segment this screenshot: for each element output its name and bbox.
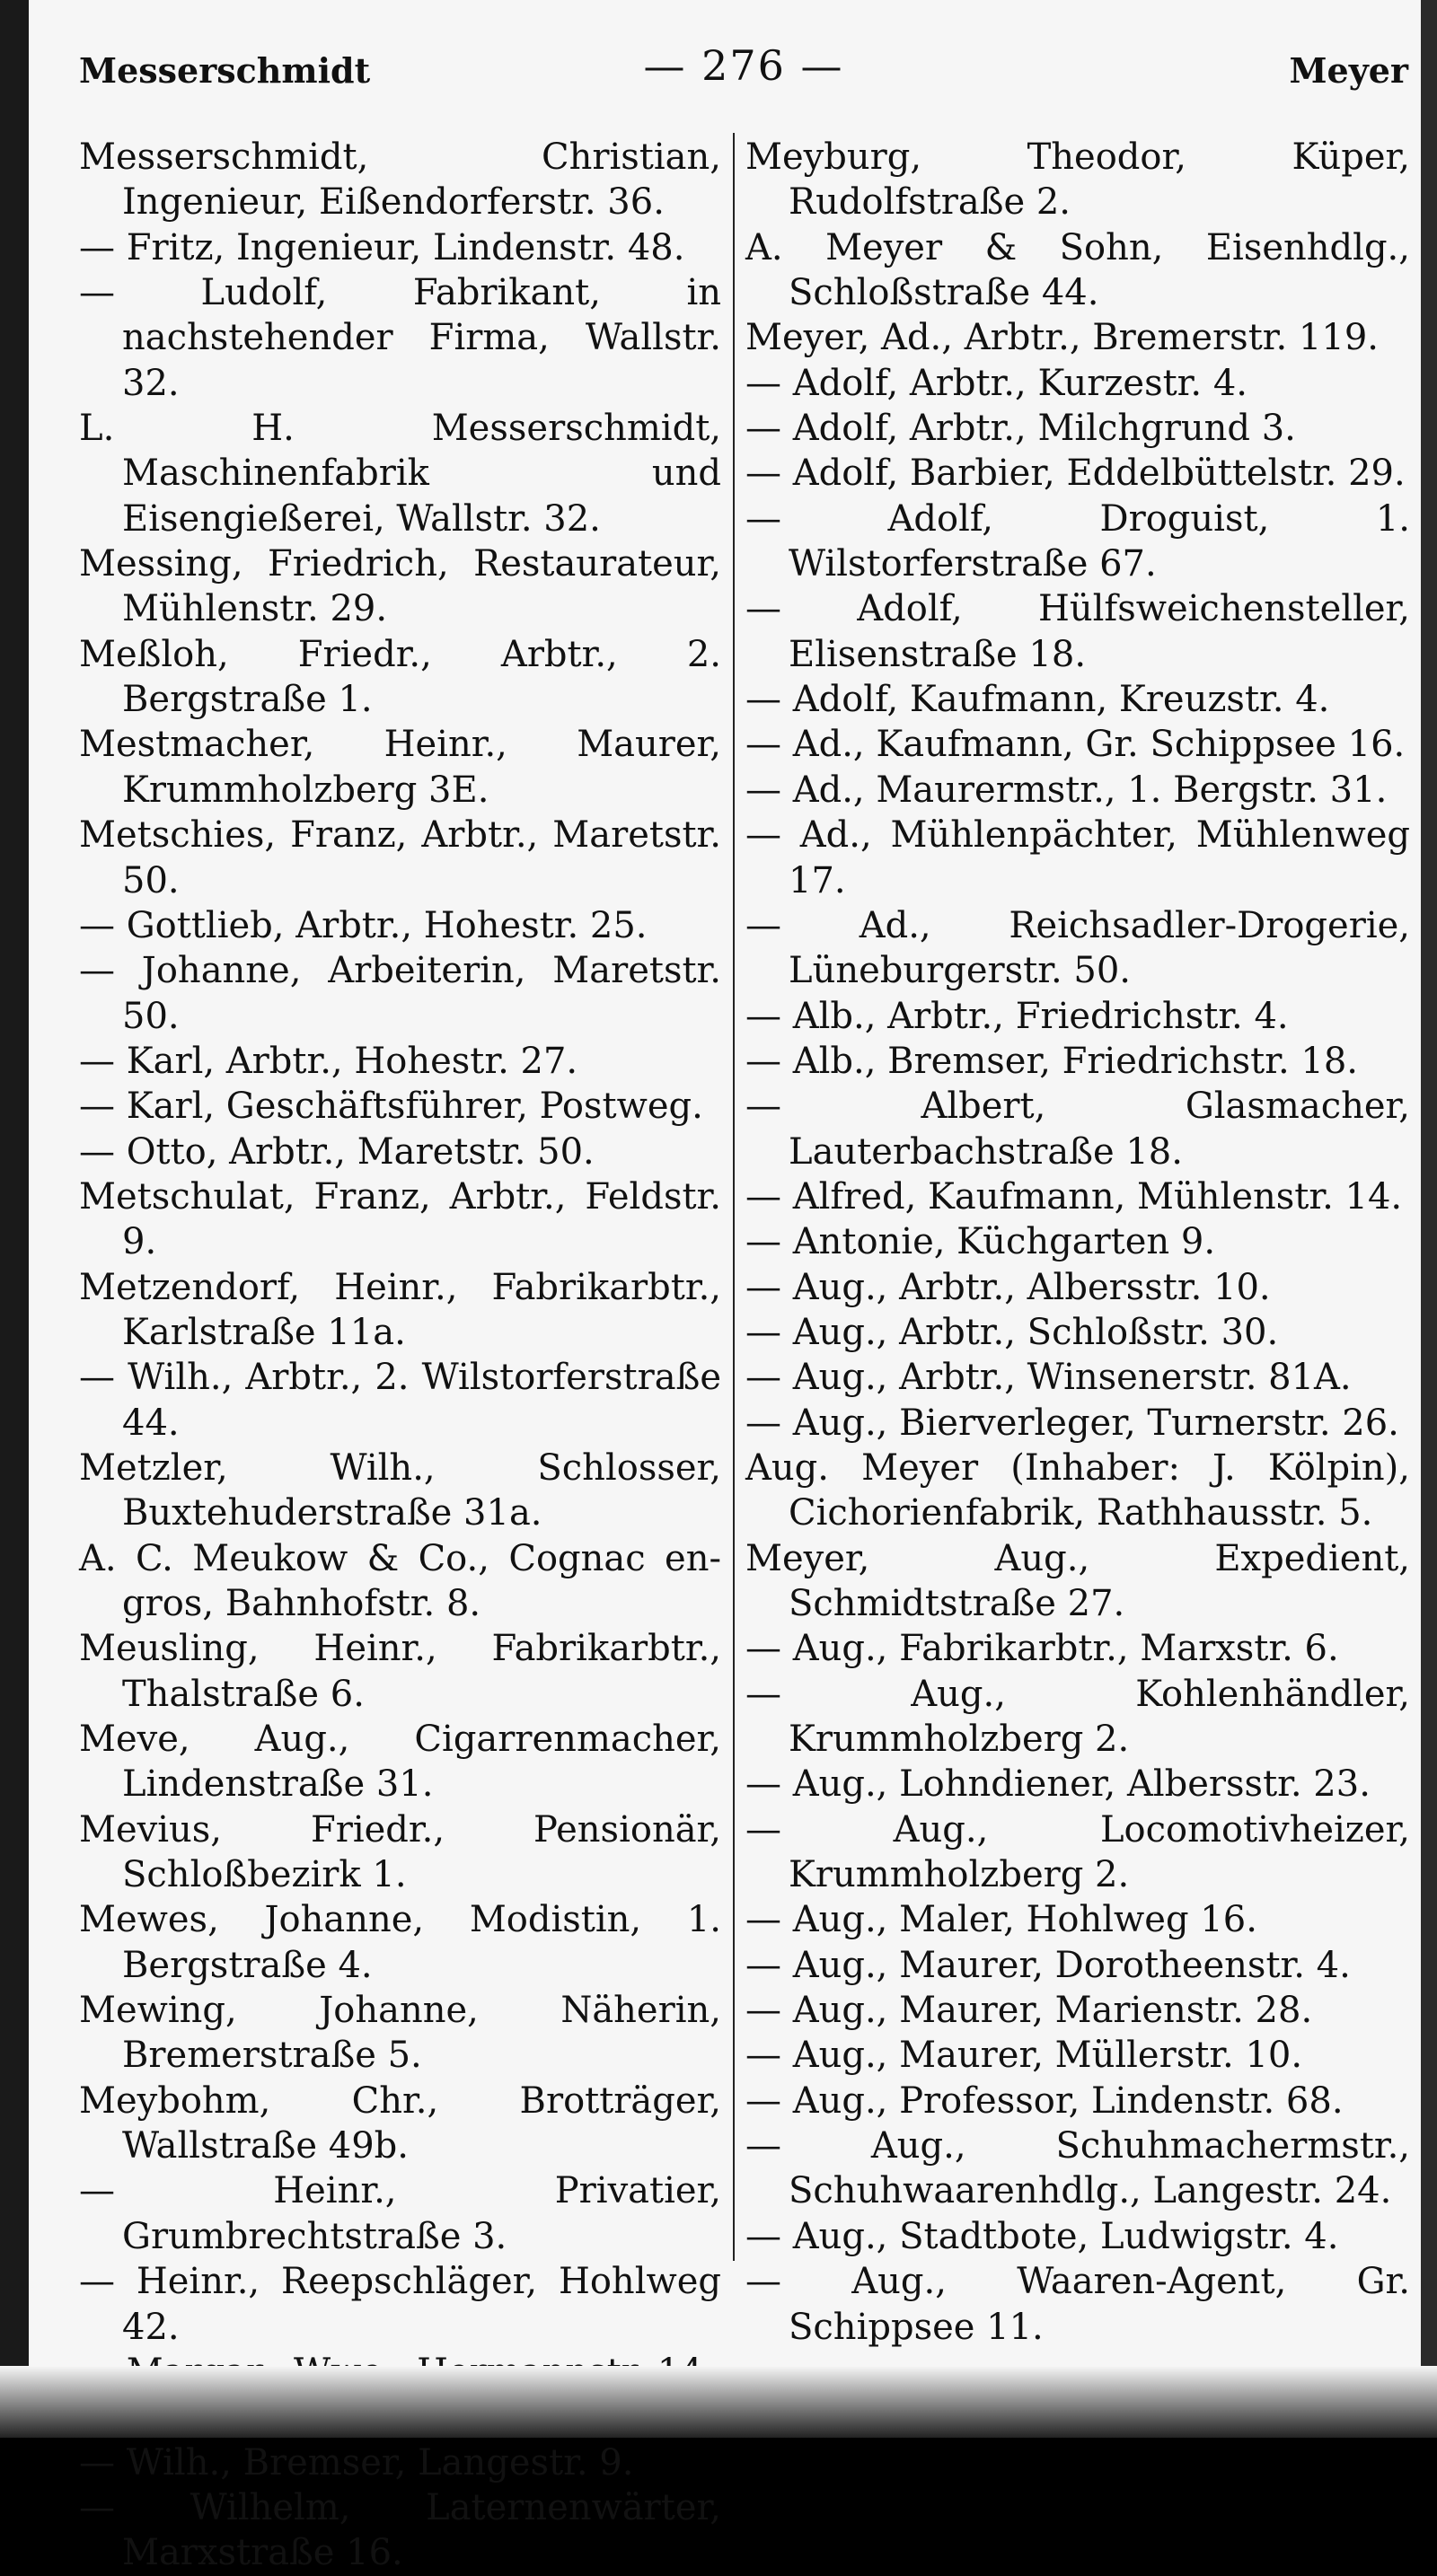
right-column	[745, 135, 1410, 2348]
page-edge-right	[1421, 0, 1437, 2438]
directory-entry: — Gottlieb, Arbtr., Hohestr. 25.	[79, 904, 648, 946]
directory-entry: Mestmacher, Heinr., Maurer, Krummholzberg 3E.	[79, 724, 721, 811]
directory-entry: — Johanne, Arbeiterin, Maretstr. 50.	[79, 950, 721, 1037]
directory-entry: — Alfred, Kaufmann, Mühlenstr. 14.	[745, 1175, 1403, 1218]
directory-entry: — Aug., Maler, Hohlweg 16.	[745, 1899, 1257, 1941]
directory-entry: Mewing, Johanne, Näherin, Bremerstraße 5.	[79, 1990, 721, 2077]
directory-entry: — Adolf, Barbier, Eddelbüttelstr. 29.	[745, 453, 1406, 495]
directory-entry: — Aug., Maurer, Dorotheenstr. 4.	[745, 1944, 1351, 1986]
directory-entry: Mevius, Friedr., Pensionär, Schloßbezirk 1.	[79, 1808, 721, 1896]
running-header	[79, 36, 1408, 108]
directory-entry: — Heinr., Privatier, Grumbrechtstraße 3.	[79, 2170, 721, 2257]
directory-entry: — Karl, Arbtr., Hohestr. 27.	[79, 1040, 578, 1082]
directory-entry: Meyburg, Theodor, Küper, Rudolfstraße 2.	[745, 136, 1410, 224]
page-edge-left	[0, 0, 29, 2438]
directory-entry: — Aug., Arbtr., Schloßstr. 30.	[745, 1311, 1279, 1353]
directory-entry: Meybohm, Chr., Brotträger, Wallstraße 49b.	[79, 2079, 721, 2167]
directory-entry: — Aug., Professor, Lindenstr. 68.	[745, 2079, 1344, 2122]
header-left-catchword: Messerschmidt	[79, 50, 371, 91]
directory-entry: — Aug., Stadtbote, Ludwigstr. 4.	[745, 2215, 1339, 2257]
page-number: — 276 —	[643, 41, 844, 90]
directory-entry: Metschulat, Franz, Arbtr., Feldstr. 9.	[79, 1175, 721, 1263]
directory-entry: — Aug., Maurer, Marienstr. 28.	[745, 1990, 1313, 2032]
directory-entry: — Wilh., Bremser, Langestr. 9.	[79, 2441, 634, 2484]
directory-entry: — Wilhelm, Laternenwärter, Marxstraße 16.	[79, 2486, 721, 2574]
directory-entry: Metzendorf, Heinr., Fabrikarbtr., Karlstraße 11a.	[79, 1266, 721, 1353]
directory-entry: — Ad., Kaufmann, Gr. Schippsee 16.	[745, 724, 1406, 766]
directory-entry: — Ad., Maurermstr., 1. Bergstr. 31.	[745, 769, 1388, 811]
directory-entry: Metschies, Franz, Arbtr., Maretstr. 50.	[79, 814, 721, 901]
directory-entry: — Fritz, Ingenieur, Lindenstr. 48.	[79, 226, 685, 268]
directory-entry: Mewes, Johanne, Modistin, 1. Bergstraße 4.	[79, 1899, 721, 1986]
directory-entry: — Aug., Schuhmachermstr., Schuhwaarenhdlg., Langestr. 24.	[745, 2125, 1410, 2212]
directory-entry: — Alb., Arbtr., Friedrichstr. 4.	[745, 995, 1289, 1037]
directory-entry: Metzler, Wilh., Schlosser, Buxtehuderstraße 31a.	[79, 1446, 721, 1534]
directory-entry: — Adolf, Kaufmann, Kreuzstr. 4.	[745, 679, 1330, 721]
directory-entry: — Adolf, Droguist, 1. Wilstorferstraße 67.	[745, 497, 1410, 585]
directory-entry: — Albert, Glasmacher, Lauterbachstraße 18.	[745, 1086, 1410, 1173]
directory-entry: — Adolf, Arbtr., Kurzestr. 4.	[745, 362, 1248, 404]
directory-entry: Meve, Aug., Cigarrenmacher, Lindenstraße 31.	[79, 1719, 721, 1806]
directory-entry: — Aug., Fabrikarbtr., Marxstr. 6.	[745, 1628, 1339, 1670]
directory-entry: Messing, Friedrich, Restaurateur, Mühlenstr. 29.	[79, 543, 721, 630]
directory-entry: Meyer, Ad., Arbtr., Bremerstr. 119.	[745, 317, 1379, 359]
column-divider	[733, 133, 735, 2261]
directory-entry: — Aug., Kohlenhändler, Krummholzberg 2.	[745, 1673, 1410, 1761]
directory-entry: — Heinr., Reepschläger, Hohlweg 42.	[79, 2261, 721, 2348]
directory-entry: — Ad., Mühlenpächter, Mühlenweg 17.	[745, 814, 1410, 901]
directory-entry: — Alb., Bremser, Friedrichstr. 18.	[745, 1040, 1359, 1082]
directory-entry: A. Meyer & Sohn, Eisenhdlg., Schloßstraße 44.	[745, 226, 1410, 314]
directory-entry: — Ludolf, Fabrikant, in nachstehender Firma, Wallstr. 32.	[79, 272, 721, 404]
directory-entry: — Otto, Arbtr., Maretstr. 50.	[79, 1130, 595, 1173]
directory-entry: — Antonie, Küchgarten 9.	[745, 1221, 1216, 1263]
directory-entry: — Aug., Bierverleger, Turnerstr. 26.	[745, 1402, 1399, 1444]
directory-entry: — Aug., Arbtr., Winsenerstr. 81A.	[745, 1357, 1352, 1399]
directory-entry: — Ad., Reichsadler-Drogerie, Lüneburgerstr. 50.	[745, 904, 1410, 992]
directory-entry: L. H. Messerschmidt, Maschinenfabrik und Eisengießerei, Wallstr. 32.	[79, 408, 721, 540]
directory-entry: Meusling, Heinr., Fabrikarbtr., Thalstraße 6.	[79, 1628, 721, 1715]
directory-entry: A. C. Meukow & Co., Cognac en-gros, Bahnhofstr. 8.	[79, 1537, 721, 1624]
directory-entry: — Karl, Geschäftsführer, Postweg.	[79, 1086, 703, 1128]
header-right-catchword: Meyer	[1289, 50, 1408, 91]
directory-entry: — Adolf, Hülfsweichensteller, Elisenstraße 18.	[745, 588, 1410, 675]
directory-entry: — Aug., Maurer, Müllerstr. 10.	[745, 2035, 1303, 2077]
directory-entry: Messerschmidt, Christian, Ingenieur, Eißendorferstr. 36.	[79, 136, 721, 224]
directory-entry: Meyer, Aug., Expedient, Schmidtstraße 27.	[745, 1537, 1410, 1624]
directory-entry: — Aug., Locomotivheizer, Krummholzberg 2.	[745, 1808, 1410, 1896]
directory-entry: — Aug., Waaren-Agent, Gr. Schippsee 11.	[745, 2261, 1410, 2348]
directory-entry: — Adolf, Arbtr., Milchgrund 3.	[745, 408, 1296, 450]
page-bottom-shadow	[0, 2366, 1437, 2438]
left-column	[79, 135, 721, 2574]
directory-entry: Meßloh, Friedr., Arbtr., 2. Bergstraße 1.	[79, 633, 721, 721]
directory-entry: Aug. Meyer (Inhaber: J. Kölpin), Cichorienfabrik, Rathhausstr. 5.	[745, 1446, 1410, 1534]
directory-entry: — Wilh., Arbtr., 2. Wilstorferstraße 44.	[79, 1357, 721, 1444]
directory-entry: — Aug., Lohndiener, Albersstr. 23.	[745, 1763, 1371, 1806]
directory-entry: — Aug., Arbtr., Albersstr. 10.	[745, 1266, 1271, 1308]
